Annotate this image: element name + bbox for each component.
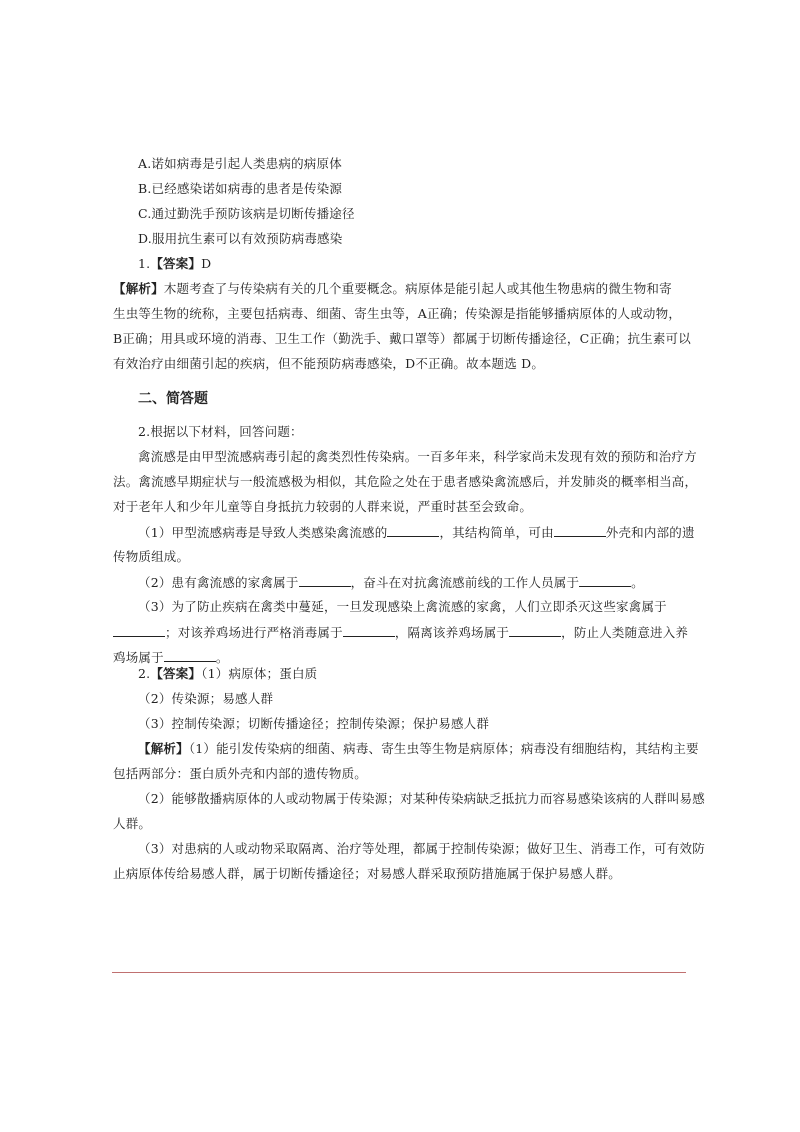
answer-blank[interactable] [509, 624, 561, 637]
analysis-1-line-2: 生虫等生物的统称，主要包括病毒、细菌、寄生虫等，A正确；传染源是指能够播病原体的人或动物， [113, 306, 682, 321]
answer-1-value: D [201, 256, 212, 271]
answer-2-number: 2. [138, 666, 151, 681]
sub-question-2 [138, 574, 644, 591]
footer-divider [112, 972, 686, 973]
answer-2-tag: 【答案】 [150, 666, 202, 681]
analysis-2-tag: 【解析】 [138, 741, 189, 756]
sub-question-3-text-e: 鸡场属于 [113, 650, 164, 665]
answer-2-line-2: （2）传染源；易感人群 [138, 691, 274, 706]
sub-question-3-text-d: ，防止人类随意进入养 [561, 625, 689, 640]
answer-1 [138, 256, 211, 272]
answer-blank[interactable] [164, 649, 216, 662]
analysis-1-text-1: 木题考查了与传染病有关的几个重要概念。病原体是能引起人或其他生物患病的微生物和寄 [163, 281, 672, 296]
material-line-1: 禽流感是由甲型流感病毒引起的禽类烈性传染病。一百多年来，科学家尚未发现有效的预防和治疗方 [138, 449, 697, 464]
analysis-1-tag: 【解析】 [113, 281, 164, 296]
option-a: A.诺如病毒是引起人类患病的病原体 [138, 156, 342, 171]
analysis-2-line-6: 止病原体传给易感人群，属于切断传播途径；对易感人群采取预防措施属于保护易感人群。 [113, 866, 622, 881]
answer-blank[interactable] [343, 624, 395, 637]
option-b: B.已经感染诺如病毒的患者是传染源 [138, 181, 343, 196]
sub-question-3-text-c: ，隔离该养鸡场属于 [394, 625, 510, 640]
answer-blank[interactable] [113, 624, 165, 637]
sub-question-1-text-a: （1）甲型流感病毒是导致人类感染禽流感的 [138, 525, 388, 540]
sub-question-3-text-b: ；对该养鸡场进行严格消毒属于 [165, 625, 343, 640]
analysis-2-line-2: 包括两部分：蛋白质外壳和内部的遗传物质。 [113, 766, 368, 781]
answer-blank[interactable] [554, 524, 606, 537]
sub-question-3: （3）为了防止疾病在禽类中蔓延，一旦发现感染上禽流感的家禽，人们立即杀灭这些家禽属于 [138, 599, 667, 614]
analysis-2-line-1 [138, 741, 699, 757]
sub-question-2-text-a: （2）患有禽流感的家禽属于 [138, 575, 299, 590]
material-line-2: 法。禽流感早期症状与一般流感极为相似，其危险之处在于患者感染禽流感后，并发肺炎的概率相当高， [113, 474, 698, 489]
answer-1-tag: 【答案】 [150, 256, 202, 271]
analysis-1-line-4: 有效治疗由细菌引起的疾病，但不能预防病毒感染，D不正确。故本题选 D。 [113, 356, 545, 371]
question-2-intro: 2.根据以下材料，回答问题： [138, 424, 303, 439]
answer-1-number: 1. [138, 256, 151, 271]
answer-blank[interactable] [387, 524, 439, 537]
analysis-2-line-3: （2）能够散播病原体的人或动物属于传染源；对某种传染病缺乏抵抗力而容易感染该病的人群叫易感 [138, 791, 705, 806]
option-c: C.通过勤洗手预防该病是切断传播途径 [138, 206, 355, 221]
sub-question-1-text-c: 外壳和内部的遗 [605, 525, 695, 540]
answer-2-line-1: （1）病原体；蛋白质 [201, 666, 318, 681]
sub-question-3-end [113, 649, 229, 666]
analysis-1-line-1 [113, 281, 672, 297]
analysis-2-line-4: 人群。 [113, 816, 152, 831]
sub-question-1-text-b: ，其结构简单，可由 [439, 525, 554, 540]
option-d: D.服用抗生素可以有效预防病毒感染 [138, 231, 343, 246]
analysis-2-text-1: （1）能引发传染病的细菌、病毒、寄生虫等生物是病原体；病毒没有细胞结构，其结构主要 [188, 741, 699, 756]
material-line-3: 对于老年人和少年儿童等自身抵抗力较弱的人群来说，严重时甚至会致命。 [113, 499, 533, 514]
answer-blank[interactable] [579, 574, 631, 587]
answer-2 [138, 666, 317, 682]
answer-2-line-3: （3）控制传染源；切断传播途径；控制传染源；保护易感人群 [138, 716, 490, 731]
sub-question-1-cont: 传物质组成。 [113, 549, 190, 564]
sub-question-2-text-b: ，奋斗在对抗禽流感前线的工作人员属于 [350, 575, 580, 590]
analysis-1-line-3: B正确；用具或环境的消毒、卫生工作（勤洗手、戴口罩等）都属于切断传播途径，C正确；抗生素可以 [113, 331, 691, 346]
sub-question-1 [138, 524, 695, 541]
analysis-2-line-5: （3）对患病的人或动物采取隔离、治疗等处理，都属于控制传染源；做好卫生、消毒工作，可有效防 [138, 841, 705, 856]
answer-blank[interactable] [299, 574, 351, 587]
sub-question-3-cont [113, 624, 688, 641]
section-title: 二、简答题 [138, 391, 208, 407]
sub-question-2-text-c: 。 [631, 575, 644, 590]
sub-question-3-text-f: 。 [215, 650, 229, 665]
